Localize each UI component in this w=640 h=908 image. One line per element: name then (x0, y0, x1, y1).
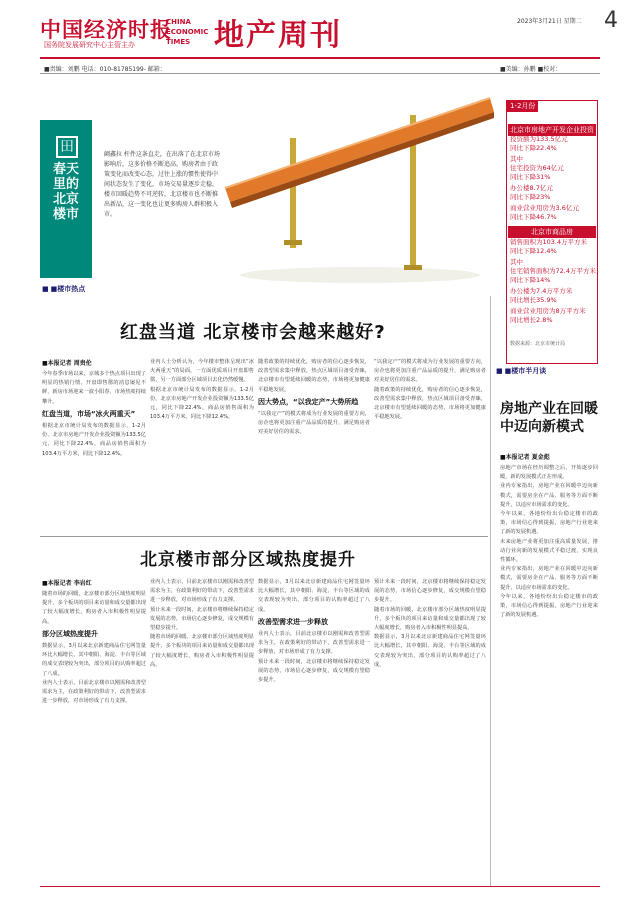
paragraph: 今年春季市场以来，京城多个热点项目出现了明显的热销行情，开盘即售罄的消息屡见不鲜，新房市场迎来一波小阳春，市场热度持续攀升。 (42, 371, 146, 405)
article2-byline: ■本报记者 李岩红 (42, 580, 92, 587)
column-separator (490, 296, 491, 886)
article1-column (150, 358, 254, 530)
paragraph: 根据北京市统计局发布的数据显示，1-2月份，北京市房地产开发企业投资额为133.5亿元，同比下降22.4%，商品房销售面积为103.4万平方米，同比下降12.4%。 (150, 386, 254, 421)
editor-info-right: ■美编：孙鹏 ■校对： (500, 66, 562, 73)
data-panel-row: 投资额为133.5亿元 (510, 135, 568, 143)
dateline: 2023年3月21日 星期二 (517, 18, 582, 25)
paragraph: 预计未来一段时间，北京楼市将继续保持稳定发展的态势，市场信心逐步修复，成交规模有望稳步提升。 (150, 606, 254, 632)
subhead: 因大势点，“以我定产”大势所趋 (258, 397, 359, 406)
paragraph: 随着政策的持续优化，购房者的信心逐步恢复，改善型需求集中释放，热点区域项目备受青睐，北京楼市有望延续回暖的态势，市场将更加健康平稳地发展。 (374, 386, 486, 421)
page-number: 4 (604, 8, 618, 33)
paragraph: 今年以来，各地纷纷出台稳定楼市的政策，市场信心得到提振，房地产行业迎来了新的发展机遇。 (500, 593, 598, 619)
data-panel-title-investment: 北京市房地产开发企业投资 (510, 126, 594, 134)
subhead: 改善型需求进一步释放 (258, 617, 328, 626)
article3-byline: ■本报记者 夏金彪 (500, 454, 550, 461)
paragraph: “以我定产”的模式将成为行业发展的重要方向，房企也将更加注重产品品质的提升，满足购房者对美好居住的需求。 (258, 411, 370, 436)
paragraph: 预计未来一段时间，北京楼市将继续保持稳定发展的态势，市场信心逐步修复，成交规模有望稳步提升。 (258, 658, 370, 684)
article1-byline: ■本报记者 周贵伦 (42, 360, 92, 367)
data-panel-row: 其中 (510, 155, 523, 163)
divider (40, 536, 488, 537)
data-panel-row: 同比下降14% (510, 276, 551, 284)
subhead: 红盘当道，市场“冰火两重天” (42, 409, 136, 418)
feature-box-char: 田 (56, 136, 78, 158)
article2-column (42, 590, 146, 882)
data-panel-row: 同比下降31% (510, 173, 551, 181)
data-panel-row: 同比下降23% (510, 193, 551, 201)
section-label-hotspot: ■ ■楼市热点 (42, 284, 85, 294)
article3-column (500, 464, 598, 882)
paragraph: 随着市场的回暖，北京楼市部分区域热度明显提升，多个板块的项目来访量和成交量都出现了较大幅度增长，购房者入市积极性明显提高。 (150, 634, 254, 668)
data-panel-row: 其中 (510, 258, 523, 266)
paragraph: 业内人士分析认为，今年楼市整体呈现出“冰火两重天”的局面，一方面优质项目开盘即售罄，另一方面部分区域项目去化仍然缓慢。 (150, 359, 254, 384)
feature-vertical-title: 春天里的北京楼市 (52, 162, 79, 222)
data-panel-row: 同比增长35.9% (510, 296, 557, 304)
paragraph: 随着市场的回暖，北京楼市部分区域热度明显提升，多个板块的项目来访量和成交量都出现了较大幅度增长，购房者入市积极性明显提高。 (374, 606, 486, 632)
paragraph: 数据显示，3月以来北京新建商品住宅网签量环比大幅增长，其中朝阳、海淀、丰台等区域的成交表现较为突出，部分项目的认购率超过了八成。 (258, 579, 370, 613)
editor-info-left: ■责编：刘鹏 电话：010-81785199- 邮箱： (44, 66, 166, 73)
paragraph: “以我定产”的模式将成为行业发展的重要方向，房企也将更加注重产品品质的提升，满足购房者对美好居住的需求。 (374, 359, 486, 384)
paragraph: 数据显示，3月以来北京新建商品住宅网签量环比大幅增长，其中朝阳、海淀、丰台等区域的成交表现较为突出，部分项目的认购率超过了八成。 (42, 643, 146, 677)
divider (40, 73, 600, 74)
paragraph: 业内专家指出，房地产业在回暖中迈向新模式，需要房企在产品、服务等方面不断提升，以适应市场需求的变化。 (500, 566, 598, 591)
data-panel-row: 住宅销售面积为72.4万平方米 (510, 267, 596, 275)
data-panel-row: 住宅投资为64亿元 (510, 164, 564, 172)
data-panel-row: 同比下降46.7% (510, 213, 557, 221)
article1-headline: 红盘当道 北京楼市会越来越好? (120, 322, 386, 343)
feature-illustration (220, 90, 500, 290)
paragraph: 今年以来，各地纷纷出台稳定楼市的政策，市场信心得到提振，房地产行业迎来了新的发展机遇。 (500, 511, 598, 536)
data-panel-row: 办公楼8.7亿元 (510, 184, 553, 192)
article2-column (374, 578, 486, 882)
data-panel-row: 同比下降22.4% (510, 144, 557, 152)
data-panel-row: 商业营业用房为3.6亿元 (510, 204, 579, 212)
article2-column (258, 578, 370, 882)
data-panel-title-sales: 北京市商品房 (508, 226, 596, 238)
paragraph: 根据北京市统计局发布的数据显示，1-2月份，北京市房地产开发企业投资额为133.5亿元，同比下降22.4%，商品房销售面积为103.4万平方米，同比下降12.4%。 (42, 423, 146, 457)
article1-column (42, 370, 146, 530)
logo-english: CHINA ECONOMIC TIMES (166, 18, 209, 46)
paragraph: 数据显示，3月以来北京新建商品住宅网签量环比大幅增长，其中朝阳、海淀、丰台等区域的成交表现较为突出，部分项目的认购率超过了八成。 (374, 634, 486, 668)
paragraph: 业内人士表示，目前北京楼市以刚需和改善型需求为主，在政策利好的带动下，改善型需求进一步释放，对市场形成了有力支撑。 (42, 679, 146, 705)
article3-headline: 房地产业在回暖中迈向新模式 (500, 401, 598, 435)
section-label-half-month: ■ ■楼市半月谈 (496, 366, 546, 376)
newspaper-logo: 中国经济时报 (40, 17, 172, 42)
paragraph: 随着市场的回暖，北京楼市部分区域热度明显提升，多个板块的项目来访量和成交量都出现了较大幅度增长，购房者入市积极性明显提高。 (42, 591, 146, 625)
data-panel-row: 同比下降12.4% (510, 247, 557, 255)
header-rule (40, 57, 600, 59)
paragraph: 未来房地产业将更加注重高质量发展，推动行业向新的发展模式平稳过渡，实现良性循环。 (500, 538, 598, 564)
data-panel-head: 1-2月份 (507, 100, 538, 112)
paragraph: 房地产市场在经历调整之后，开始逐步回暖，新的发展模式正在形成。 (500, 465, 598, 481)
footer-rule (40, 886, 600, 887)
article1-column (374, 358, 486, 530)
paragraph: 业内专家指出，房地产业在回暖中迈向新模式，需要房企在产品、服务等方面不断提升，以适应市场需求的变化。 (500, 483, 598, 508)
paragraph: 业内人士表示，目前北京楼市以刚需和改善型需求为主，在政策利好的带动下，改善型需求进一步释放，对市场形成了有力支撑。 (150, 579, 254, 604)
article2-column (150, 578, 254, 882)
paragraph: 随着政策的持续优化，购房者的信心逐步恢复，改善型需求集中释放，热点区域项目备受青睐，北京楼市有望延续回暖的态势，市场将更加健康平稳地发展。 (258, 359, 370, 393)
data-panel-row: 商业营业用房为8万平方米 (510, 307, 586, 315)
paragraph: 业内人士表示，目前北京楼市以刚需和改善型需求为主，在政策利好的带动下，改善型需求进一步释放，对市场形成了有力支撑。 (258, 631, 370, 656)
data-panel-row: 销售面积为103.4万平方米 (510, 238, 588, 246)
data-source: 数据来源：北京市统计局 (510, 341, 566, 347)
paragraph: 预计未来一段时间，北京楼市将继续保持稳定发展的态势，市场信心逐步修复，成交规模有望稳步提升。 (374, 579, 486, 604)
logo-subtitle: 国务院发展研究中心主管主办 (44, 41, 135, 49)
feature-intro: 阚鑫拉 杆件这条直走，在出落了在北京市场影响后，这多价格不断追高。购房者由于政策变化而改变心态，过往上涨的惯性使得中间状态发生了变化，市场交易量逐步走稳，楼市回暖趋势不可逆转，北京楼市也不断推出新品，这一变化也让更多购房人群积极入市。 (104, 151, 220, 218)
data-panel-row: 同比增长2.8% (510, 316, 553, 324)
subhead: 部分区域热度提升 (42, 629, 98, 638)
section-title: 地产周刊 (214, 18, 342, 53)
data-panel-row: 办公楼为7.4万平方米 (510, 287, 573, 295)
article2-headline: 北京楼市部分区域热度提升 (140, 550, 356, 570)
article1-column (258, 358, 370, 530)
